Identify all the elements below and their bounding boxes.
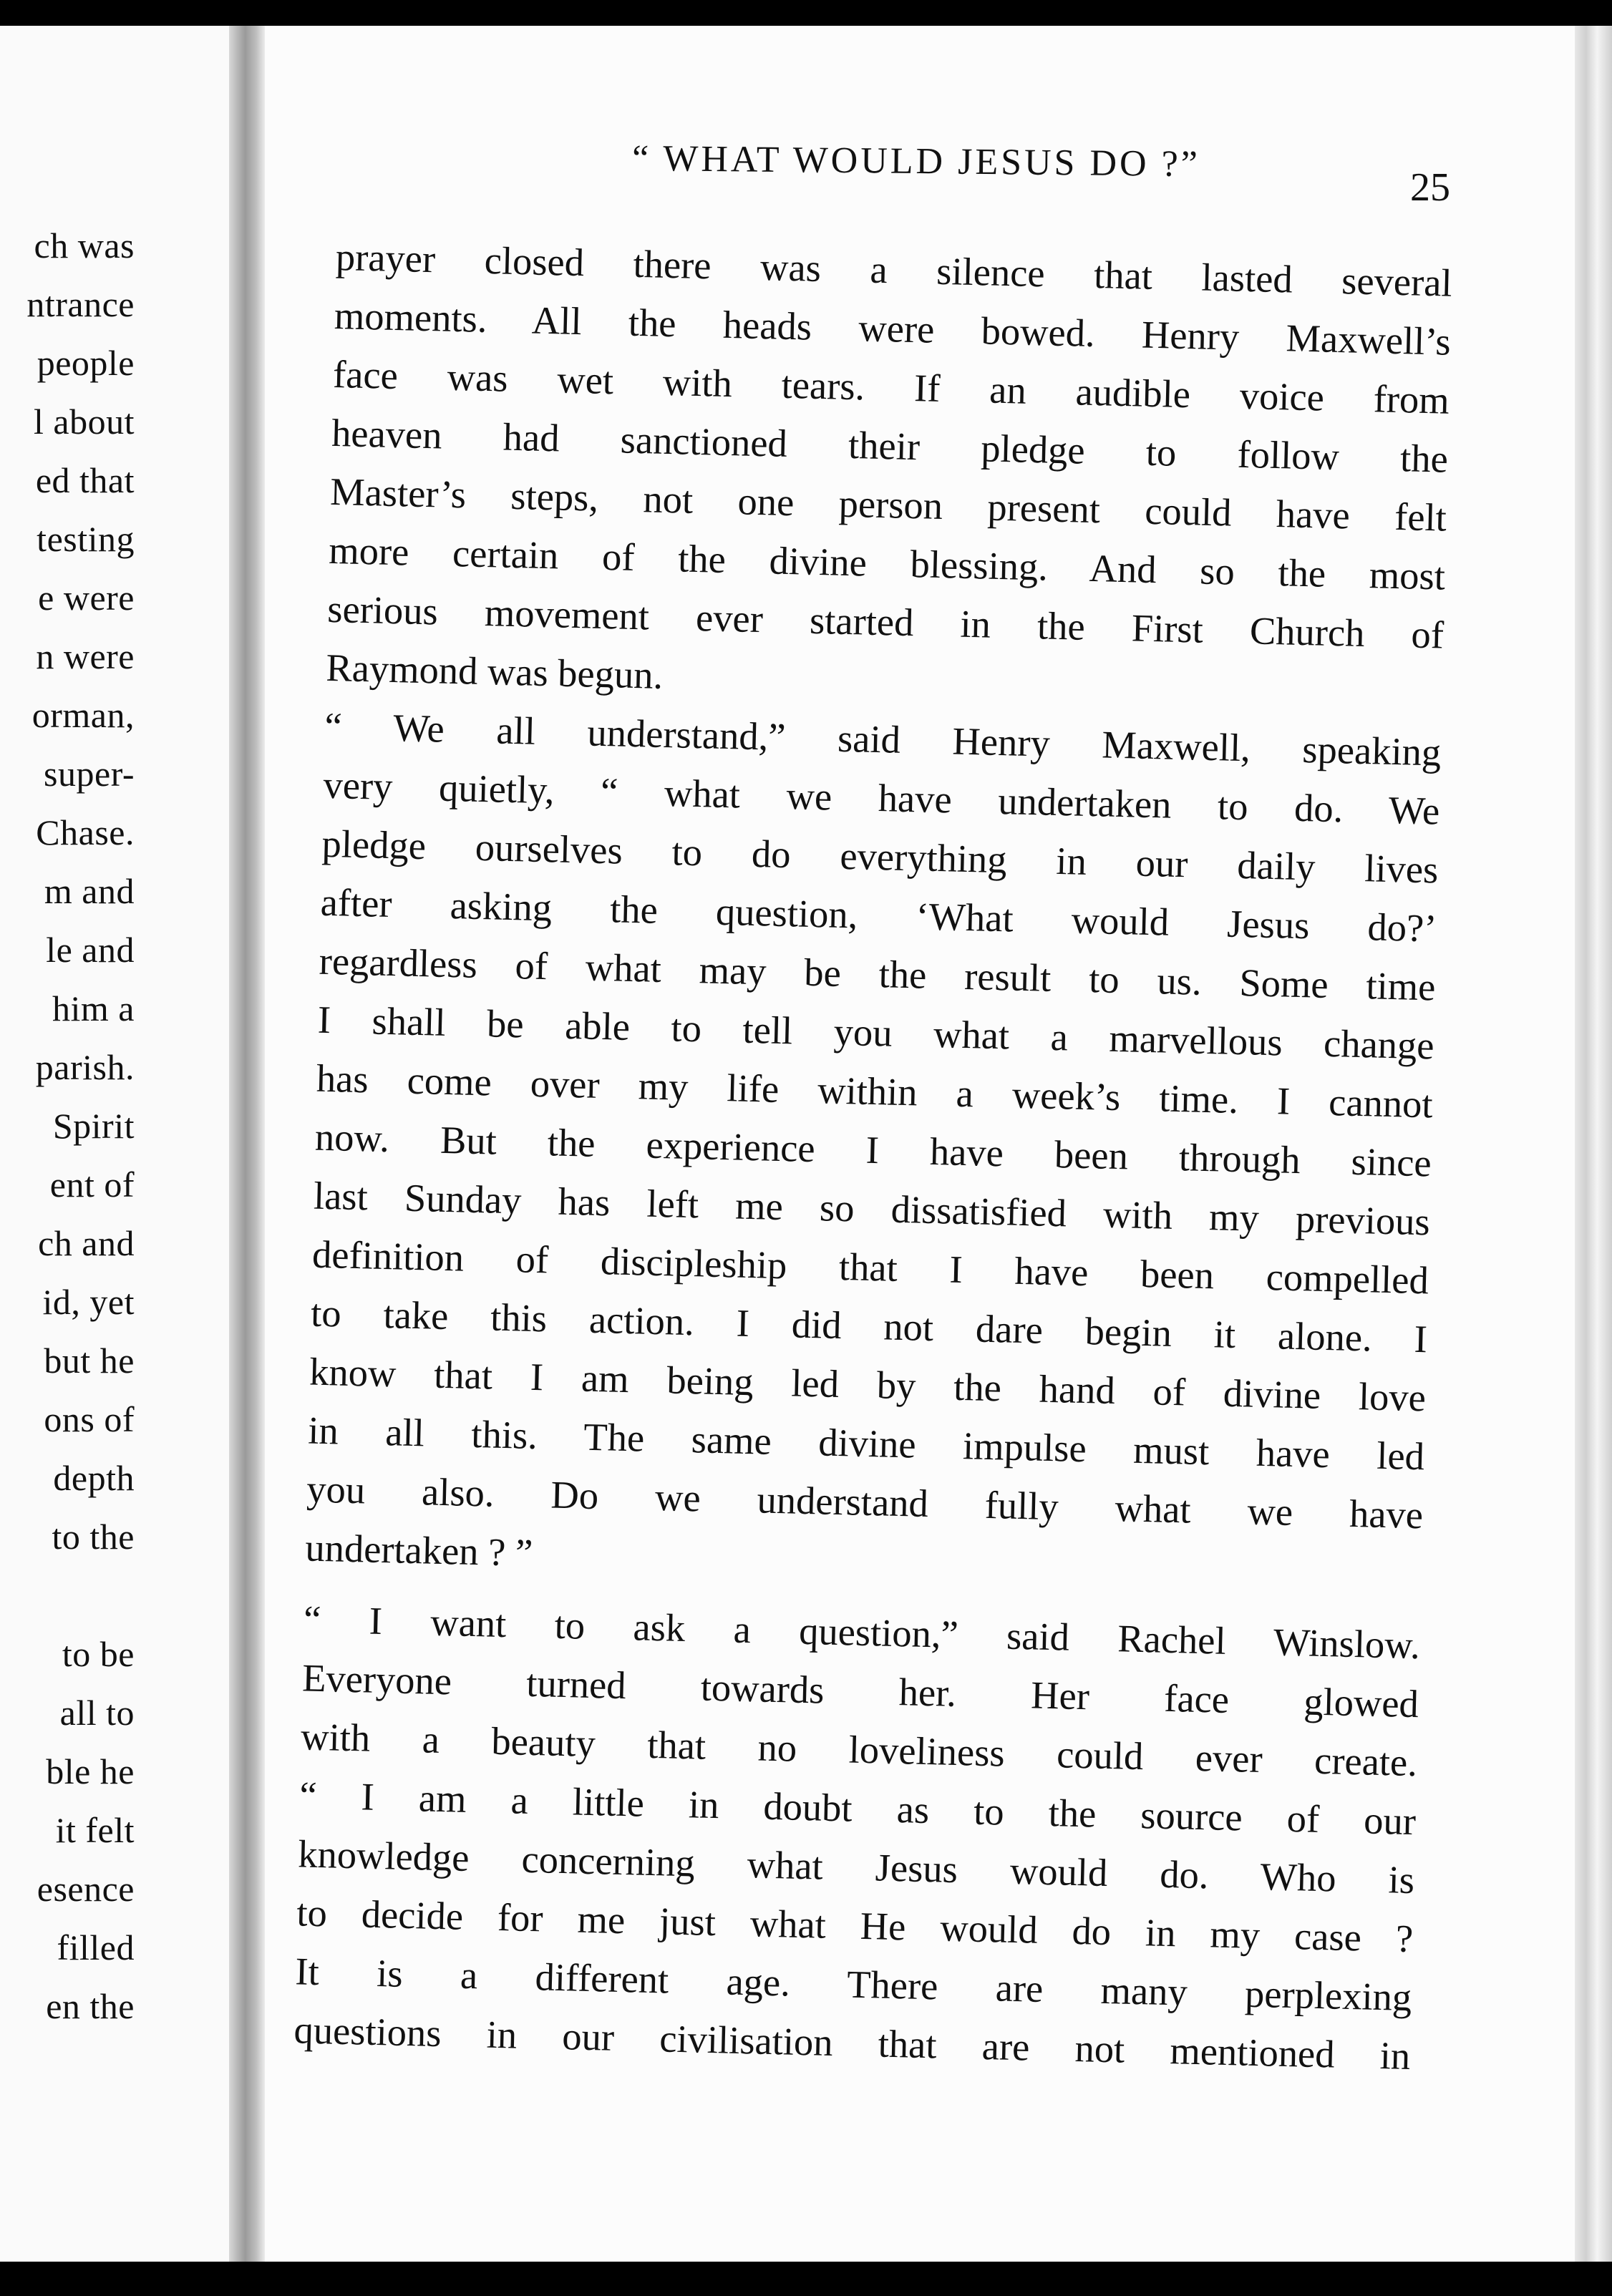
text-line: serious movement ever started in the First Church of: [326, 586, 1445, 657]
text-line: questions in our civilisation that are not mentioned in: [293, 2008, 1411, 2078]
text-line: with a beauty that no loveliness could ever create.: [300, 1714, 1418, 1785]
text-line: “ I am a little in doubt as to the source of our: [298, 1773, 1417, 1844]
text-line: face was wet with tears. If an audible voice from: [332, 351, 1450, 422]
left-line: Chase.: [36, 812, 135, 852]
left-line: ons of: [44, 1399, 135, 1439]
text-line: pledge ourselves to do everything in our daily lives: [321, 821, 1439, 892]
left-line: super-: [44, 754, 135, 794]
left-line: le and: [46, 930, 135, 970]
text-line: knowledge concerning what Jesus would do. Who is: [297, 1832, 1415, 1902]
left-line: but he: [44, 1341, 135, 1381]
text-line: last Sunday has left me so dissatisfied with my previous: [313, 1173, 1431, 1244]
left-line: ble he: [46, 1751, 135, 1791]
text-line: has come over my life within a week’s time. I cannot: [316, 1056, 1434, 1127]
left-line: people: [37, 343, 135, 383]
text-line: in all this. The same divine impulse must have led: [307, 1408, 1425, 1479]
left-line: n were: [36, 636, 135, 676]
left-line: e were: [38, 578, 135, 618]
page-number: 25: [1410, 165, 1450, 210]
text-line: now. But the experience I have been through since: [314, 1114, 1432, 1185]
text-line: to take this action. I did not dare begin it alone. I: [310, 1290, 1428, 1361]
left-line: ch and: [38, 1223, 135, 1263]
text-line: definition of discipleship that I have been compelled: [311, 1232, 1429, 1303]
left-line: ent of: [49, 1164, 135, 1205]
left-line: it felt: [55, 1810, 135, 1850]
left-line: all to: [59, 1693, 135, 1733]
book-gutter: [229, 26, 265, 2262]
left-page: [0, 26, 229, 2262]
text-line: know that I am being led by the hand of divine love: [309, 1349, 1427, 1420]
left-line: m and: [44, 871, 135, 911]
text-line: you also. Do we understand fully what we have: [306, 1466, 1424, 1537]
left-line: depth: [53, 1458, 135, 1498]
text-line: “ I want to ask a question,” said Rachel Winslow.: [303, 1597, 1421, 1668]
left-line: esence: [37, 1869, 135, 1909]
left-line: him a: [52, 988, 135, 1028]
text-line: more certain of the divine blessing. And so the most: [328, 527, 1446, 598]
text-line: undertaken ? ”: [304, 1525, 533, 1575]
left-line: l about: [34, 402, 135, 442]
text-line: I shall be able to tell you what a marvellous change: [317, 997, 1435, 1068]
text-line: heaven had sanctioned their pledge to follow the: [331, 410, 1449, 481]
text-line: regardless of what may be the result to us. Some time: [319, 938, 1437, 1009]
text-line: It is a different age. There are many perplexing: [294, 1949, 1412, 2020]
text-line: Master’s steps, not one person present could have felt: [329, 469, 1447, 540]
left-line: Spirit: [52, 1106, 135, 1146]
left-line: filled: [57, 1927, 135, 1967]
left-line: to the: [52, 1517, 135, 1557]
text-line: very quietly, “ what we have undertaken to do. We: [322, 762, 1440, 833]
text-line: after asking the question, ‘What would Jesus do?’: [320, 880, 1438, 950]
left-line: ed that: [35, 460, 135, 500]
text-line: Raymond was begun.: [325, 645, 664, 697]
left-line: ntrance: [26, 284, 135, 324]
body-text: [293, 228, 1453, 2086]
text-line: prayer closed there was a silence that lasted several: [335, 234, 1453, 305]
text-line: to decide for me just what He would do in my case ?: [296, 1890, 1414, 1961]
running-head: “ WHAT WOULD JESUS DO ?”: [631, 137, 1201, 185]
text-line: moments. All the heads were bowed. Henry Maxwell’s: [334, 293, 1452, 364]
left-line: orman,: [31, 695, 135, 735]
left-line: en the: [46, 1986, 135, 2026]
page-edge: [1575, 26, 1612, 2262]
left-line: ch was: [34, 225, 135, 266]
text-line: Everyone turned towards her. Her face glowed: [301, 1655, 1419, 1726]
left-page-text: [26, 216, 135, 2035]
text-line: “ We all understand,” said Henry Maxwell, speaking: [324, 704, 1442, 774]
left-line: id, yet: [42, 1282, 135, 1322]
left-line: to be: [62, 1634, 135, 1674]
left-line: parish.: [35, 1047, 135, 1087]
left-line-blank: [26, 1566, 135, 1625]
left-line: testing: [37, 519, 135, 559]
